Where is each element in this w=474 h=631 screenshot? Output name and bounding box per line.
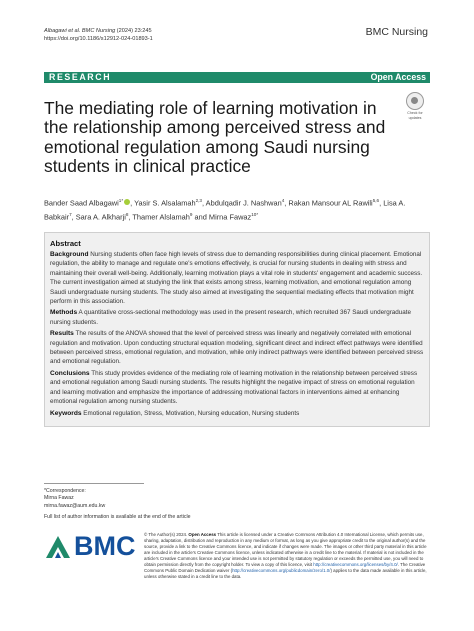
journal-name: BMC Nursing [365, 26, 428, 38]
author-name: , Yasir S. Alsalamah [130, 198, 196, 208]
license-copyright: © The Author(s) 2024. [144, 532, 188, 537]
author-name: Bander Saad Albagawi [44, 198, 119, 208]
bmc-logo-mark-icon [44, 534, 72, 560]
author-affiliation: 8 [125, 211, 129, 217]
correspondence-name: Mirna Fawaz [44, 495, 74, 502]
article-type-band [44, 72, 430, 83]
abstract-heading: Abstract [50, 239, 81, 248]
license-link[interactable]: http://creativecommons.org/licenses/by/4.0/ [313, 561, 398, 567]
correspondence [44, 488, 190, 522]
public-domain-link[interactable]: http://creativecommons.org/publicdomain/zero/1.0/ [232, 567, 331, 573]
running-header [44, 27, 153, 43]
footnote-rule [44, 483, 144, 484]
citation-authors: Albagawi et al. BMC Nursing [44, 28, 116, 34]
results-label: Results [50, 330, 74, 338]
abstract-background [50, 250, 425, 306]
author-affiliation: 4 [281, 198, 285, 203]
author-affiliation: 5,6 [372, 198, 380, 203]
background-text: Nursing students often face high levels of stress due to demanding responsibilities during clinical placement. Emotional regulation, the ability to manage and regulate one's emotions effectively, is crucial for nursing students in dealing with stress and maintaining their overall well-being. Additionally, learning motivation plays a vital role in students' engagement and academic success. The current investigation aimed at studying the link that exists among stress, learning motivation, and emotional regulation among Saudi undergraduate nursing students. The study also aimed at investigating the sequential mediating effects that motivation might perform in this association. [50, 251, 423, 306]
abstract-conclusions [50, 369, 425, 407]
author-list [44, 195, 434, 222]
check-for-updates-button[interactable] [402, 92, 428, 121]
keywords-label: Keywords [50, 409, 82, 417]
bmc-logo [44, 530, 134, 564]
conclusions-label: Conclusions [50, 369, 90, 377]
article-title: The mediating role of learning motivation in the relationship among perceived stress and emotional regulation among Saudi nursing students in clinical practice [44, 98, 386, 177]
license-statement [144, 532, 432, 580]
author-affiliation: 7 [69, 211, 72, 217]
author-name: , Lisa A. Babkair [44, 198, 406, 222]
abstract-keywords [50, 409, 425, 418]
author-info-note: Full list of author information is available at the end of the article [44, 514, 191, 521]
author-name: , Rakan Mansour AL Rawili [284, 198, 373, 208]
article-type-label: RESEARCH [49, 72, 112, 82]
citation-year-volume: (2024) 23:245 [116, 28, 152, 34]
keywords-text: Emotional regulation, Stress, Motivation, Nursing education, Nursing students [83, 409, 300, 417]
check-updates-line1: Check for [407, 111, 423, 115]
abstract-box [44, 232, 430, 427]
check-updates-line2: updates [408, 116, 422, 121]
doi-link[interactable]: https://doi.org/10.1186/s12912-024-01893-1 [44, 36, 153, 42]
abstract-methods [50, 308, 425, 327]
license-text: This article is licensed under a Creative Commons Attribution 4.0 International License, which permits use, sharing, adaptation, distribution and reproduction in any medium or format, as long as you give appropriate credit to the original author(s) and the source, provide a link to the Creative Commons licence, and indicate if changes were made. The images or other third party material in this article are included in the article's Creative Commons licence, unless indicated otherwise in a credit line to the material. If material is not included in the article's Creative Commons licence and your intended use is not permitted by statutory regulation or exceeds the permitted use, you will need to obtain permission directly from the copyright holder. To view a copy of this licence, visit [144, 532, 427, 567]
correspondence-label: *Correspondence: [44, 488, 86, 494]
author-name: , Sara A. Alkharji [71, 212, 126, 222]
license-text-3: ) applies to the data made available in this article, unless otherwise stated in a credit line to the data. [144, 567, 427, 579]
author-name: , Thamer Alslamah [128, 212, 190, 222]
author-name: and Mirna Fawaz [192, 212, 252, 222]
bmc-logo-text: BMC [74, 531, 136, 561]
author-name: , Abdulqadir J. Nashwan [201, 198, 282, 208]
methods-label: Methods [50, 309, 78, 317]
author-affiliation: 1* [118, 198, 124, 203]
conclusions-text: This study provides evidence of the mediating role of learning motivation in the relationship between perceived stress and emotional regulation among Saudi nursing students. The results highlight the negative impact of stress on emotional regulation and learning motivation and emphasize the importance of addressing motivational factors in interventions aimed at enhancing emotional regulation among nursing students. [50, 369, 418, 406]
open-access-label: Open Access [370, 72, 426, 82]
background-label: Background [50, 251, 89, 258]
author-affiliation: 2,3 [195, 198, 202, 203]
methods-text: A quantitative cross-sectional methodology was used in the present research, which recruited 367 Saudi undergraduate nursing students. [50, 309, 412, 326]
license-text-2: . The Creative Commons Public Domain Dedication waiver ( [144, 561, 426, 573]
correspondence-email[interactable]: mirna.fawaz@aum.edu.kw [44, 502, 106, 509]
abstract-results [50, 329, 425, 367]
license-open-access: Open Access [188, 532, 217, 537]
results-text: The results of the ANOVA showed that the level of perceived stress was linearly and negatively correlated with emotional regulation and motivation. Upon conducting structural equation modeling, significant direct and indirect effect pathways were identified between perceived stress, emotional regulation, and motivation, while only indirect pathways were identified between perceived stress and emotional regulation. [50, 330, 424, 366]
author-affiliation: 10* [251, 211, 259, 217]
author-affiliation: 9 [189, 211, 193, 217]
check-updates-icon [406, 92, 424, 110]
